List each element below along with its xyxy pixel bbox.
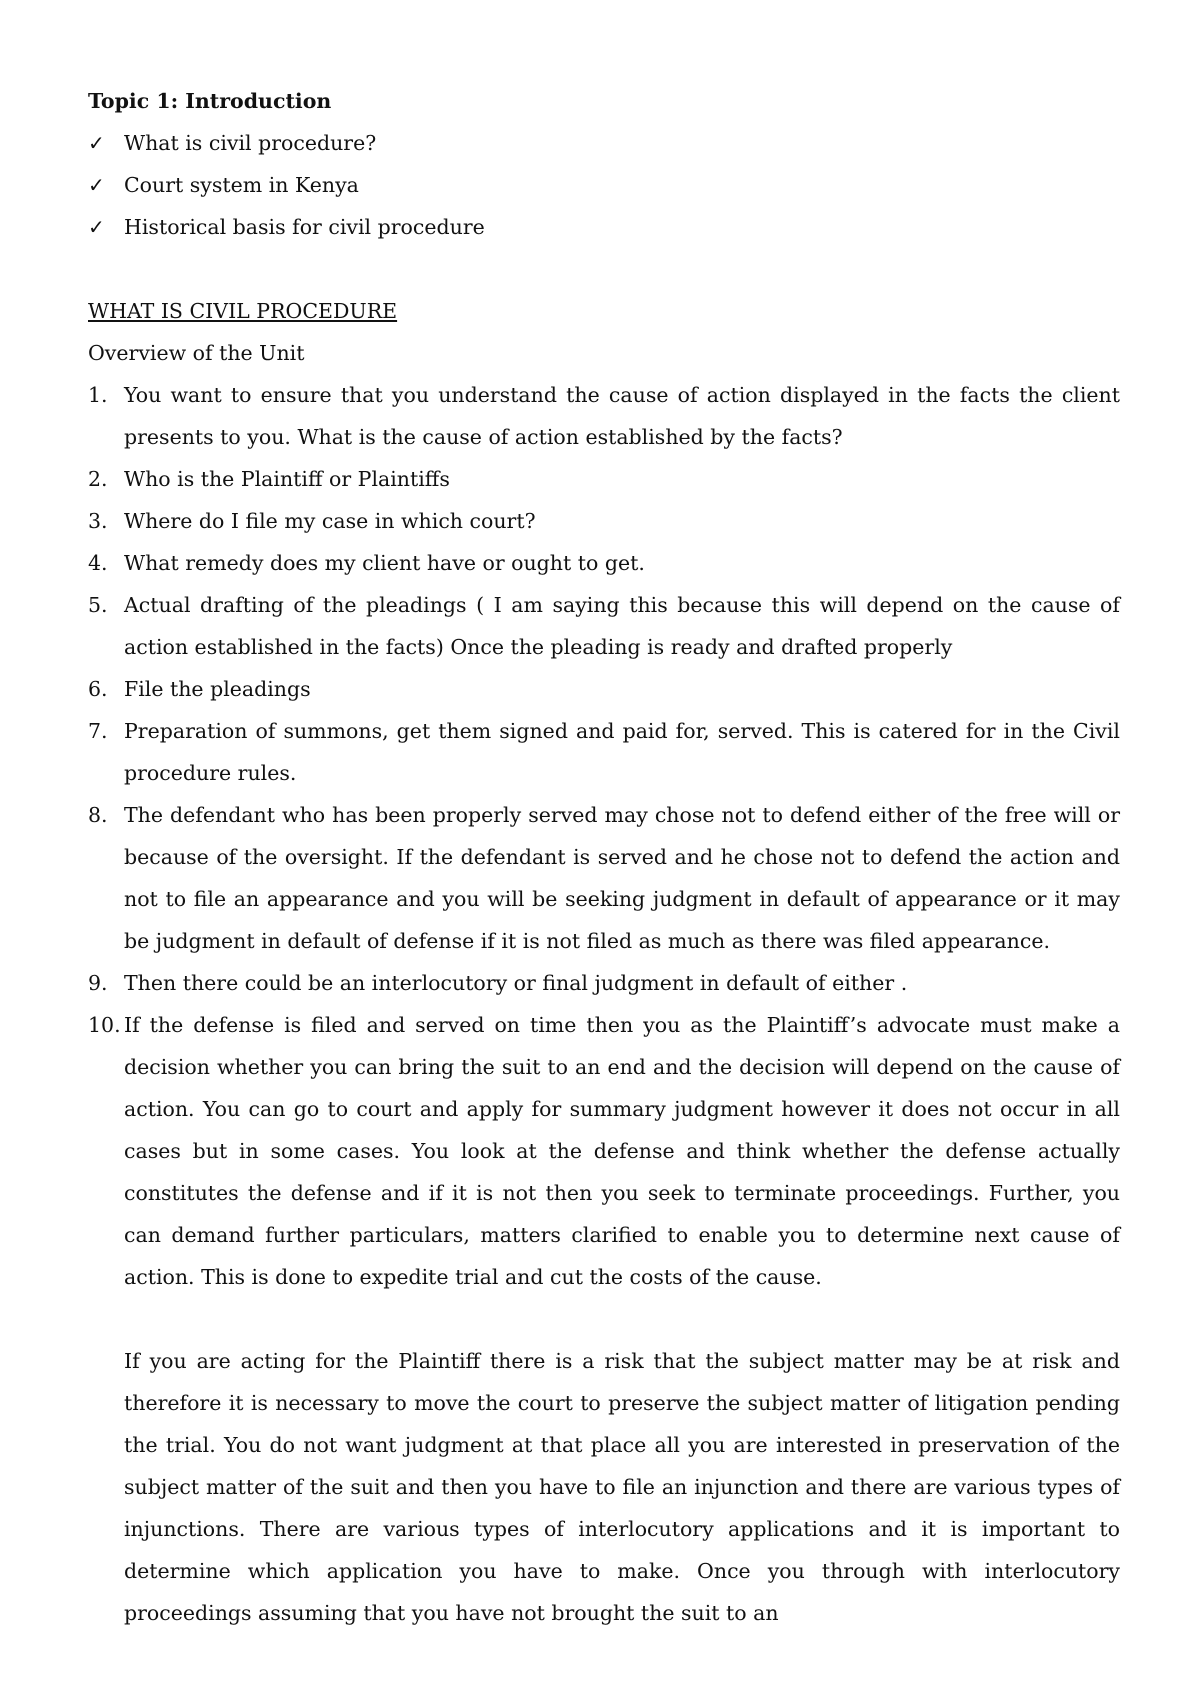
list-number: 5. bbox=[88, 593, 108, 617]
blank-line bbox=[88, 248, 1120, 290]
list-number: 9. bbox=[88, 971, 108, 995]
checkmark-icon: ✓ bbox=[88, 131, 105, 155]
checklist-item-text: Historical basis for civil procedure bbox=[124, 215, 485, 239]
list-item bbox=[88, 794, 1120, 962]
list-item-text: The defendant who has been properly served may chose not to defend either of the free will or because of the oversight. If the defendant is served and he chose not to defend the action and not to file an appearance and you will be seeking judgment in default of appearance or it may be judgment in default of defense if it is not filed as much as there was filed appearance. bbox=[124, 803, 1120, 953]
topic-title: Topic 1: Introduction bbox=[88, 89, 332, 113]
list-item-text: What remedy does my client have or ought to get. bbox=[124, 551, 645, 575]
blank-line bbox=[88, 1298, 1120, 1340]
checklist-item bbox=[88, 164, 1120, 206]
steps-list bbox=[88, 374, 1120, 1298]
list-item-text: Actual drafting of the pleadings ( I am saying this because this will depend on the cause of action established in the facts) Once the pleading is ready and drafted properly bbox=[124, 593, 1120, 659]
list-item-text: If the defense is filed and served on time then you as the Plaintiff’s advocate must make a decision whether you can bring the suit to an end and the decision will depend on the cause of action. You can go to court and apply for summary judgment however it does not occur in all cases but in some cases. You look at the defense and think whether the defense actually constitutes the defense and if it is not then you seek to terminate proceedings. Further, you can demand further particulars, matters clarified to enable you to determine next cause of action. This is done to expedite trial and cut the costs of the cause. bbox=[124, 1013, 1120, 1289]
list-item-text: You want to ensure that you understand the cause of action displayed in the facts the client presents to you. What is the cause of action established by the facts? bbox=[124, 383, 1120, 449]
list-item bbox=[88, 584, 1120, 668]
checkmark-icon: ✓ bbox=[88, 215, 105, 239]
checkmark-icon: ✓ bbox=[88, 173, 105, 197]
list-number: 7. bbox=[88, 719, 108, 743]
body-paragraph: If you are acting for the Plaintiff there is a risk that the subject matter may be at risk and therefore it is necessary to move the court to preserve the subject matter of litigation pending the trial. You do not want judgment at that place all you are interested in preservation of the subject matter of the suit and then you have to file an injunction and there are various types of injunctions. There are various types of interlocutory applications and it is important to determine which application you have to make. Once you through with interlocutory proceedings assuming that you have not brought the suit to an bbox=[124, 1349, 1120, 1625]
list-number: 1. bbox=[88, 383, 108, 407]
list-number: 8. bbox=[88, 803, 108, 827]
list-number: 4. bbox=[88, 551, 108, 575]
checklist-item bbox=[88, 122, 1120, 164]
list-item bbox=[88, 962, 1120, 1004]
list-item-text: Then there could be an interlocutory or final judgment in default of either . bbox=[124, 971, 908, 995]
list-number: 6. bbox=[88, 677, 108, 701]
list-number: 10. bbox=[88, 1013, 121, 1037]
list-number: 3. bbox=[88, 509, 108, 533]
list-item-text: File the pleadings bbox=[124, 677, 311, 701]
topic-checklist bbox=[88, 122, 1120, 248]
list-item bbox=[88, 710, 1120, 794]
section-heading: WHAT IS CIVIL PROCEDURE bbox=[88, 299, 398, 323]
list-item bbox=[88, 542, 1120, 584]
list-item-text: Preparation of summons, get them signed and paid for, served. This is catered for in the Civil procedure rules. bbox=[124, 719, 1120, 785]
list-item-text: Where do I file my case in which court? bbox=[124, 509, 536, 533]
list-item bbox=[88, 668, 1120, 710]
overview-label: Overview of the Unit bbox=[88, 341, 305, 365]
list-item bbox=[88, 374, 1120, 458]
list-item bbox=[88, 1004, 1120, 1298]
checklist-item-text: What is civil procedure? bbox=[124, 131, 377, 155]
list-item bbox=[88, 458, 1120, 500]
list-item-text: Who is the Plaintiff or Plaintiffs bbox=[124, 467, 450, 491]
list-number: 2. bbox=[88, 467, 108, 491]
checklist-item-text: Court system in Kenya bbox=[124, 173, 359, 197]
list-item bbox=[88, 500, 1120, 542]
checklist-item bbox=[88, 206, 1120, 248]
